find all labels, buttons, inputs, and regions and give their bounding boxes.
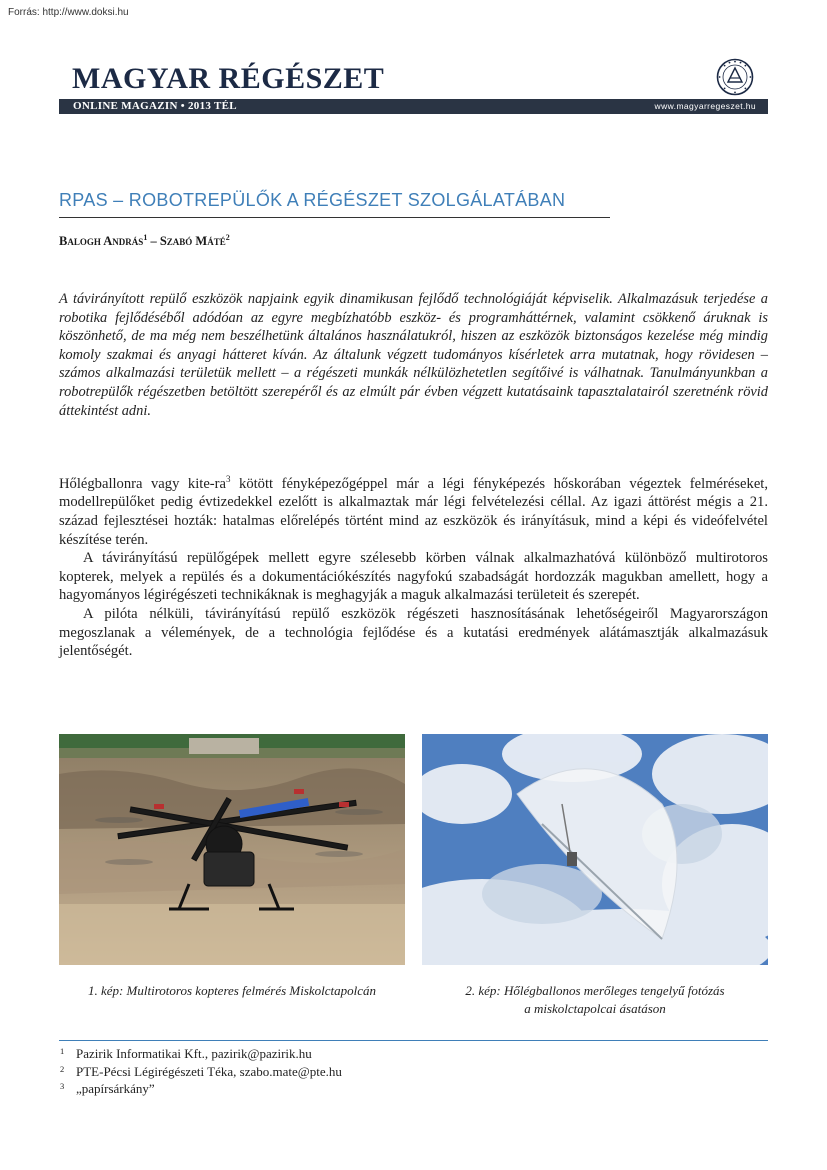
footnotes <box>59 1045 342 1098</box>
photo-balloon <box>422 734 768 965</box>
paragraph-1: Hőlégballonra vagy kite-$ra^3$ kötött fényképezőgéppel már a légi fényképezés hőskorában végeztek felméréseket, modellrepülőket pedig évtizedekkel ezelőtt is alkalmaztak már légi felvételezési céllal. Az igazi áttörést mégis a 21. század fejlesztései hozták: hatalmas előrelépés történt mind az eszközök és irányításuk, mind a képi és videófelvétel készítése terén. <box>59 474 768 548</box>
title-divider <box>59 217 610 218</box>
photo-multicopter <box>59 734 405 965</box>
author-1: Balogh András <box>59 234 144 249</box>
site-url[interactable]: www.magyarregeszet.hu <box>654 101 756 111</box>
footnote-ref-3: 3 <box>226 474 231 484</box>
author-line <box>59 233 230 249</box>
footnote-3: 3 „papírsárkány” <box>60 1081 155 1096</box>
author-2-footnote-ref: 2 <box>225 233 230 242</box>
article-body <box>59 470 768 661</box>
paragraph-2: A távirányítású repülőgépek mellett egyre szélesebb körben válnak alkalmazhatóvá különböző multirotoros kopterek, melyek a repülés és a dokumentációkészítés nagyfokú szabadságát hordozzák magukban amellett, hogy a hagyományos légirégészeti technikáknak is meghagyják a maguk alkalmazási területeit és szerepét. <box>59 550 768 604</box>
figure-2-caption: 2. kép: Hőlégballonos merőleges tengelyű fotózás a miskolctapolcai ásatáson <box>465 983 725 1016</box>
source-line: Forrás: http://www.doksi.hu <box>8 7 129 18</box>
footnote-1: 1 Pazirik Informatikai Kft., pazirik@pazirik.hu <box>60 1046 312 1061</box>
footnote-2: 2 PTE-Pécsi Légirégészeti Téka, szabo.mate@pte.hu <box>60 1063 342 1079</box>
figure-1-caption: 1. kép: Multirotoros kopteres felmérés Miskolctapolcán <box>87 983 377 998</box>
author-separator: – <box>147 234 160 249</box>
footnote-divider <box>59 1040 768 1041</box>
masthead-title: MAGYAR RÉGÉSZET <box>72 62 385 95</box>
abstract: A távirányított repülő eszközök napjaink egyik dinamikusan fejlődő technológiáját képviselik. Alkalmazásuk terjedése a robotika fejlődéséből adódóan az egyre megbízhatóbb eszköz- és programháttérnek, valamint csökkenő áruknak is köszönhető, de ma még nem beszélhetünk általános használatukról, hiszen az eszközök biztonságos kezelése még mindig komoly szakmai és anyagi hátteret kíván. Az általunk végzett tudományos kísérletek arra mutatnak, hogy rövidesen – számos alkalmazási területük mellett – a régészeti munkák nélkülözhetetlen segítőivé is válhatnak. Tanulmányunkban a robotrepülők régészetben betöltött szerepéről és az elmúlt pár évben végzett kutatásaink tapasztalatairól szeretnénk rövid áttekintést adni. <box>59 291 768 419</box>
author-2: Szabó Máté <box>159 234 226 249</box>
masthead-banner <box>59 99 768 114</box>
issue-label: ONLINE MAGAZIN • 2013 TÉL <box>73 100 237 112</box>
author-1-footnote-ref: 1 <box>143 233 148 242</box>
paragraph-3: A pilóta nélküli, távirányítású repülő eszközök régészeti hasznosításának lehetőségeiről Magyarországon megoszlanak a vélemények, de a technológia fejlődése és a kutatási eredmények alátámasztják alkalmazásuk jelentőségét. <box>59 606 768 660</box>
article-title: RPAS – ROBOTREPÜLŐK A RÉGÉSZET SZOLGÁLATÁBAN <box>59 190 566 210</box>
seal-logo-icon <box>716 58 754 96</box>
